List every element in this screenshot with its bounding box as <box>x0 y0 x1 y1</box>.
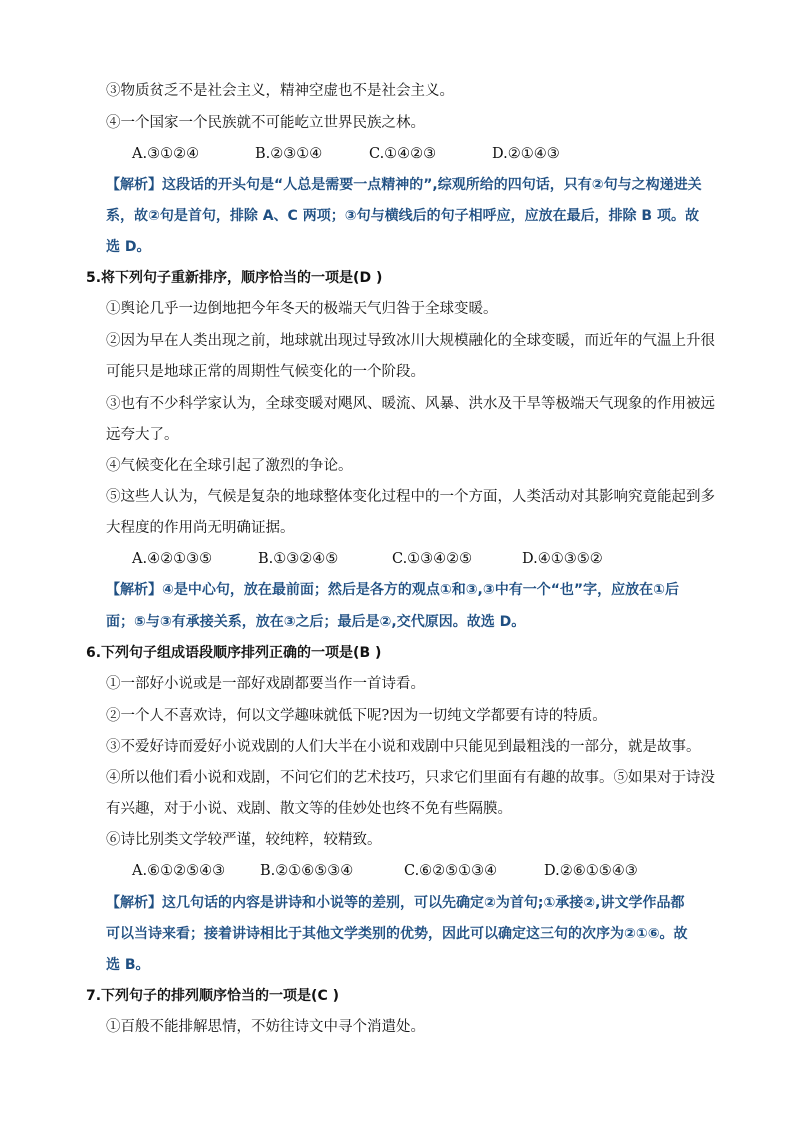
q6-line-3: ③不爱好诗而爱好小说戏剧的人们大半在小说和戏剧中只能见到最粗浅的一部分，就是故事。 <box>106 739 701 755</box>
q6-line-2: ②一个人不喜欢诗，何以文学趣味就低下呢?因为一切纯文学都要有诗的特质。 <box>106 708 607 724</box>
q5-analysis-line-1: 【解析】④是中心句，放在最前面；然后是各方的观点①和③,③中有一个“也”字，应放在①后 <box>106 582 679 598</box>
q5-title: 5.将下列句子重新排序，顺序恰当的一项是(D ) <box>86 270 383 286</box>
q5-line-5: 远夸大了。 <box>106 427 179 443</box>
q4-option-a: A.③①②④ <box>132 146 200 162</box>
q5-option-b: B.①③②④⑤ <box>258 551 339 567</box>
q5-line-6: ④气候变化在全球引起了激烈的争论。 <box>106 458 353 474</box>
q5-line-7: ⑤这些人认为，气候是复杂的地球整体变化过程中的一个方面，人类活动对其影响究竟能起到多 <box>106 489 715 505</box>
q5-line-1: ①舆论几乎一边倒地把今年冬天的极端天气归咎于全球变暖。 <box>106 301 498 317</box>
q6-line-5: 有兴趣，对于小说、戏剧、散文等的佳妙处也终不免有些隔膜。 <box>106 801 512 817</box>
q5-line-3: 可能只是地球正常的周期性气候变化的一个阶段。 <box>106 364 425 380</box>
q7-title: 7.下列句子的排列顺序恰当的一项是(C ) <box>86 988 340 1004</box>
q6-line-4: ④所以他们看小说和戏剧，不问它们的艺术技巧，只求它们里面有有趣的故事。⑤如果对于诗没 <box>106 770 715 786</box>
q5-option-c: C.①③④②⑤ <box>392 551 473 567</box>
q6-line-6: ⑥诗比别类文学较严谨，较纯粹，较精致。 <box>106 832 382 848</box>
q6-analysis-line-1: 【解析】这几句话的内容是讲诗和小说等的差别，可以先确定②为首句;①承接②,讲文学作品都 <box>106 895 685 911</box>
q5-option-d: D.④①③⑤② <box>522 551 603 567</box>
q4-option-b: B.②③①④ <box>255 146 323 162</box>
q4-sentence-4: ④一个国家一个民族就不可能屹立世界民族之林。 <box>106 115 425 131</box>
q6-title: 6.下列句子组成语段顺序排列正确的一项是(B ) <box>86 645 382 661</box>
q5-option-a: A.④②①③⑤ <box>132 551 213 567</box>
q6-option-a: A.⑥①②⑤④③ <box>132 863 226 879</box>
q6-option-d: D.②⑥①⑤④③ <box>544 863 638 879</box>
q6-analysis-line-3: 选 B。 <box>106 957 150 973</box>
q7-line-1: ①百般不能排解思情，不妨往诗文中寻个消遣处。 <box>106 1019 425 1035</box>
q6-line-1: ①一部好小说或是一部好戏剧都要当作一首诗看。 <box>106 676 425 692</box>
q4-option-c: C.①④②③ <box>369 146 437 162</box>
q4-analysis-line-3: 选 D。 <box>106 239 151 255</box>
q6-analysis-line-2: 可以当诗来看；接着讲诗相比于其他文学类别的优势，因此可以确定这三句的次序为②①⑥。故 <box>106 926 688 942</box>
q6-option-b: B.②①⑥⑤③④ <box>260 863 354 879</box>
q4-analysis-line-2: 系，故②句是首句，排除 A、C 两项；③句与横线后的句子相呼应，应放在最后，排除 B 项。故 <box>106 208 699 224</box>
q5-line-2: ②因为早在人类出现之前，地球就出现过导致冰川大规模融化的全球变暖，而近年的气温上升很 <box>106 333 715 349</box>
q4-sentence-3: ③物质贫乏不是社会主义，精神空虚也不是社会主义。 <box>106 83 454 99</box>
q4-option-d: D.②①④③ <box>492 146 560 162</box>
q5-analysis-line-2: 面；⑤与③有承接关系，放在③之后；最后是②,交代原因。故选 D。 <box>106 614 526 630</box>
q4-analysis-line-1: 【解析】这段话的开头句是“人总是需要一点精神的”,综观所给的四句话，只有②句与之构递进关 <box>106 177 702 193</box>
q6-option-c: C.⑥②⑤①③④ <box>404 863 498 879</box>
q5-line-8: 大程度的作用尚无明确证据。 <box>106 520 295 536</box>
q5-line-4: ③也有不少科学家认为，全球变暖对飓风、暖流、风暴、洪水及干旱等极端天气现象的作用被远 <box>106 396 715 412</box>
